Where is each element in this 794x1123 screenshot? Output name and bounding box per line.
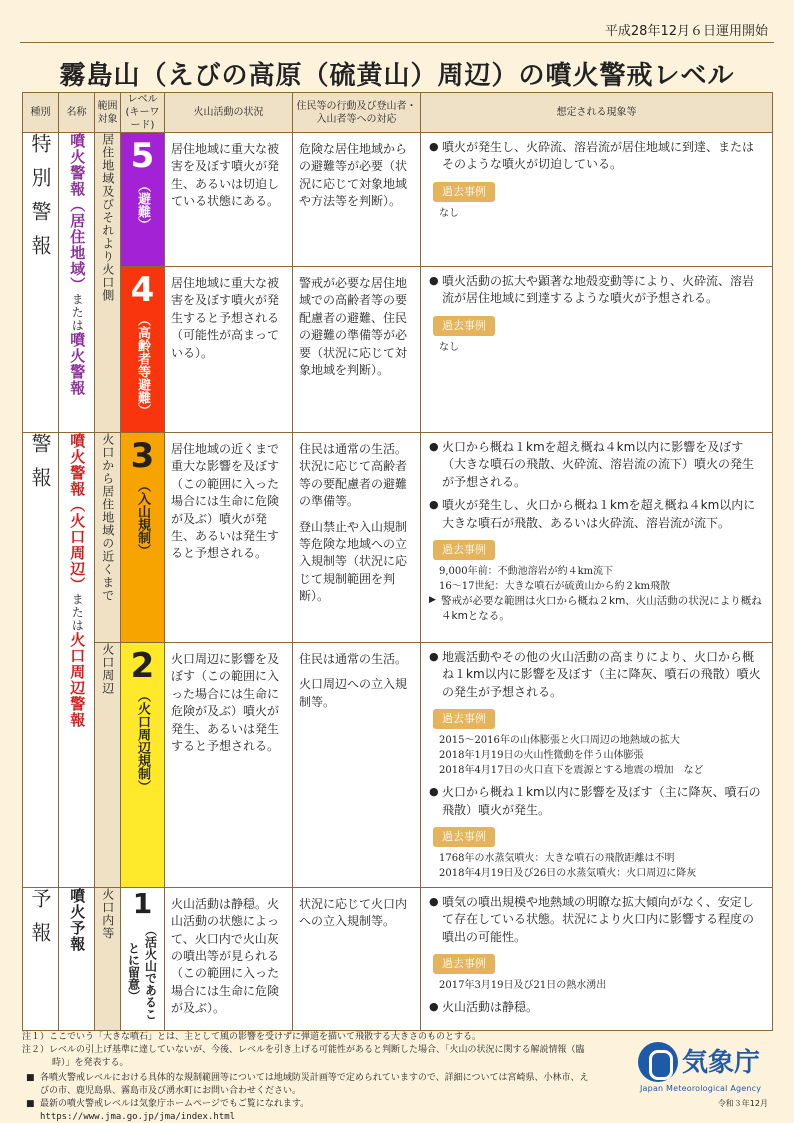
level-5-badge	[121, 133, 165, 267]
kind-warning	[23, 433, 59, 888]
level-5-activity: 居住地域に重大な被害を及ぼす噴火が発生、あるいは切迫している状態にある。	[165, 133, 293, 267]
level-4-phenomena-1: ● 噴火活動の拡大や顕著な地殻変動等により、火砕流、溶岩流が居住地域に到達するような噴火が予想される。	[429, 273, 764, 308]
level-5-phenomena	[421, 133, 773, 267]
level-3-phenomena-1: ● 火口から概ね１kmを超え概ね４km以内に影響を及ぼす（大きな噴石の飛散、火砕流、溶岩流の流下）噴火の発生が予想される。	[429, 439, 764, 491]
level-4-response-1: 警戒が必要な居住地域での高齢者等の要配慮者の避難、住民の避難の準備等が必要（状況に応じて対象地域を判断）。	[299, 276, 408, 377]
level-4-badge	[121, 267, 165, 433]
jma-emblem-icon	[638, 1042, 678, 1082]
table-header-row	[23, 93, 773, 133]
level-5-keyword: （避難）	[135, 179, 150, 231]
col-kind: 種別	[23, 93, 59, 133]
name-warning-2: 火口周辺警報	[68, 632, 87, 728]
name-warning-or: または	[70, 593, 85, 632]
level-3-phenomena-2: ● 噴火が発生し、火口から概ね１kmを超え概ね４km以内に大きな噴石が飛散、あるいは火砕流、溶岩流が流下。	[429, 497, 764, 532]
level-2-past-item-1: 2015～2016年の山体膨張と火口周辺の地熱域の拡大	[439, 735, 680, 747]
level-1-phenomena	[421, 887, 773, 1030]
level-2-past2-item-2: 2018年4月19日及び26日の水蒸気噴火：火口周辺に降灰	[439, 867, 697, 879]
table-row-level-5	[23, 133, 773, 267]
col-name: 名称	[59, 93, 95, 133]
name-special-1: 噴火警報（居住地域）	[68, 133, 87, 293]
level-2-response-2: 火口周辺への立入規制等。	[299, 677, 408, 709]
footnote-1: 注１）ここでいう「大きな噴石」とは、主として風の影響を受けずに弾道を描いて飛散する大きさのものとする。	[22, 1032, 482, 1042]
jma-logo-name: 気象庁	[682, 1048, 761, 1078]
level-5-phenomena-1: ● 噴火が発生し、火砕流、溶岩流が居住地域に到達、またはそのような噴火が切迫している。	[429, 139, 764, 174]
name-forecast	[59, 887, 95, 1030]
start-date: 平成28年12月６日運用開始	[604, 24, 768, 39]
alert-level-table	[22, 92, 773, 1031]
level-5-number: 5	[130, 136, 155, 176]
name-warning	[59, 433, 95, 888]
level-2-phenomena	[421, 643, 773, 888]
scope-crater-area-label: 火口周辺	[100, 643, 115, 695]
level-2-badge	[121, 643, 165, 888]
table-row-level-4	[23, 267, 773, 433]
col-phenomena: 想定される現象等	[421, 93, 773, 133]
level-1-badge	[121, 887, 165, 1030]
level-2-response-1: 住民は通常の生活。	[299, 652, 408, 666]
level-2-number: 2	[130, 646, 155, 686]
jma-url-link[interactable]: https://www.jma.go.jp/jma/index.html	[40, 1112, 236, 1123]
level-4-keyword: （高齢者等避難）	[135, 313, 150, 417]
kind-forecast	[23, 887, 59, 1030]
level-4-activity: 居住地域に重大な被害を及ぼす噴火が発生すると予想される（可能性が高まっている）。	[165, 267, 293, 433]
level-3-keyword: （入山規制）	[135, 479, 150, 557]
scope-residential	[95, 133, 121, 433]
scope-near-crater	[95, 433, 121, 643]
level-3-activity: 居住地域の近くまで重大な影響を及ぼす（この範囲に入った場合には生命に危険が及ぶ）噴火が発生、あるいは発生すると予想される。	[165, 433, 293, 643]
scope-crater-inside-label: 火口内等	[100, 887, 115, 940]
level-1-phenomena-1: ● 噴気の噴出規模や地熱域の明瞭な拡大傾向がなく、安定して存在している状態。状況により火口内に影響する程度の噴出の可能性。	[429, 894, 764, 946]
level-2-past-item-3: 2018年4月17日の火口直下を震源とする地震の増加 など	[439, 765, 704, 777]
level-2-past-label-2: 過去事例	[433, 827, 495, 847]
level-5-response-1: 危険な居住地域からの避難等が必要（状況に応じて対象地域や方法等を判断）。	[299, 142, 408, 209]
table-row-level-1	[23, 887, 773, 1030]
name-special-or: または	[70, 293, 85, 332]
level-5-past-label: 過去事例	[433, 182, 495, 202]
footnote-4: ■ 最新の噴火警戒レベルは気象庁ホームページでもご覧になれます。	[22, 1098, 592, 1111]
jma-logo-date: 令和３年12月	[717, 1099, 768, 1108]
level-4-phenomena	[421, 267, 773, 433]
level-2-activity: 火口周辺に影響を及ぼす（この範囲に入った場合には生命に危険が及ぶ）噴火が発生、あるいは発生すると予想される。	[165, 643, 293, 888]
level-2-phenomena-2: ● 火口から概ね１km以内に影響を及ぼす（主に降灰、噴石の飛散）噴火が発生。	[429, 784, 764, 819]
footnotes	[22, 1031, 592, 1123]
scope-residential-label: 居住地域及びそれより火口側	[100, 133, 115, 302]
scope-crater-inside	[95, 887, 121, 1030]
level-3-badge	[121, 433, 165, 643]
level-1-past-item: 2017年3月19日及び21日の熱水湧出	[439, 979, 607, 991]
level-4-past-item: なし	[439, 341, 459, 353]
kind-special	[23, 133, 59, 433]
name-warning-1: 噴火警報（火口周辺）	[68, 433, 87, 593]
level-1-response-1: 状況に応じて火口内への立入規制等。	[299, 896, 408, 929]
scope-crater-area	[95, 643, 121, 888]
col-activity: 火山活動の状況	[165, 93, 293, 133]
level-2-keyword: （火口周辺規制）	[135, 689, 150, 793]
level-3-past-item-2: 16～17世紀：大きな噴石が硫黄山から約２km飛散	[439, 580, 670, 592]
level-3-response-1: 住民は通常の生活。状況に応じて高齢者等の要配慮者の避難の準備等。	[299, 442, 408, 509]
level-5-past-item: なし	[439, 207, 459, 219]
scope-near-crater-label: 火口から居住地域の近くまで	[100, 433, 115, 602]
level-1-activity: 火山活動は静穏。火山活動の状態によって、火口内で火山灰の噴出等が見られる（この範囲に入った場合には生命に危険が及ぶ）。	[165, 887, 293, 1030]
level-3-response	[293, 433, 421, 643]
level-2-response	[293, 643, 421, 888]
level-3-past-label: 過去事例	[433, 540, 495, 560]
level-3-range-note: ▶ 警戒が必要な範囲は火口から概ね２km、火山活動の状況により概ね４kmとなる。	[429, 594, 764, 624]
level-4-response	[293, 267, 421, 433]
level-1-number: 1	[132, 886, 153, 920]
level-1-phenomena-2: ● 火山活動は静穏。	[429, 999, 764, 1016]
level-4-past-label: 過去事例	[433, 316, 495, 336]
level-1-response	[293, 887, 421, 1030]
level-1-past-label: 過去事例	[433, 954, 495, 974]
level-2-phenomena-1: ● 地震活動やその他の火山活動の高まりにより、火口から概ね１km以内に影響を及ぼす（主に降灰、噴石の飛散）噴火の発生が予想される。	[429, 649, 764, 701]
jma-logo-english: Japan Meteorological Agency	[640, 1084, 762, 1093]
level-3-response-2: 登山禁止や入山規制等危険な地域への立入規制等（状況に応じて規制範囲を判断）。	[299, 519, 408, 604]
name-special-2: 噴火警報	[68, 332, 87, 396]
level-3-phenomena	[421, 433, 773, 643]
table-row-level-3	[23, 433, 773, 643]
level-4-number: 4	[130, 270, 155, 310]
col-scope: 範囲 対象	[95, 93, 121, 133]
page-title: 霧島山（えびの高原（硫黄山）周辺）の噴火警戒レベル	[59, 61, 735, 91]
level-2-past-item-2: 2018年1月19日の火山性微動を伴う山体膨張	[439, 750, 644, 762]
table-row-level-2	[23, 643, 773, 888]
name-special	[59, 133, 95, 433]
kind-warning-label: 警報	[28, 433, 52, 501]
level-3-number: 3	[130, 436, 155, 476]
col-level: レベル (キーワード)	[121, 93, 165, 133]
name-forecast-label: 噴火予報	[68, 887, 87, 952]
level-2-past-label: 過去事例	[433, 709, 495, 729]
level-1-keyword: （活火山であることに留意）	[126, 923, 158, 1020]
footnote-2: 注２）レベルの引上げ基準に達していないが、今後、レベルを引き上げる可能性があると判断した場合、「火山の状況に関する解説情報（臨時）」を発表する。	[22, 1045, 585, 1069]
col-response: 住民等の行動及び登山者・入山者等への対応	[293, 93, 421, 133]
level-2-past2-item-1: 1768年の水蒸気噴火：大きな噴石の飛散距離は不明	[439, 852, 675, 864]
jma-logo	[638, 1040, 778, 1110]
footnote-3: ■ 各噴火警戒レベルにおける具体的な規制範囲等については地域防災計画等で定められていますので、詳細については宮崎県、小林市、えびの市、鹿児島県、霧島市及び湧水町にお問い合わせください。	[22, 1072, 592, 1098]
top-divider	[20, 42, 774, 43]
kind-forecast-label: 予報	[28, 887, 52, 956]
level-3-past-item-1: 9,000年前：不動池溶岩が約４km流下	[439, 565, 614, 577]
kind-special-label: 特別警報	[28, 133, 52, 269]
level-5-response	[293, 133, 421, 267]
